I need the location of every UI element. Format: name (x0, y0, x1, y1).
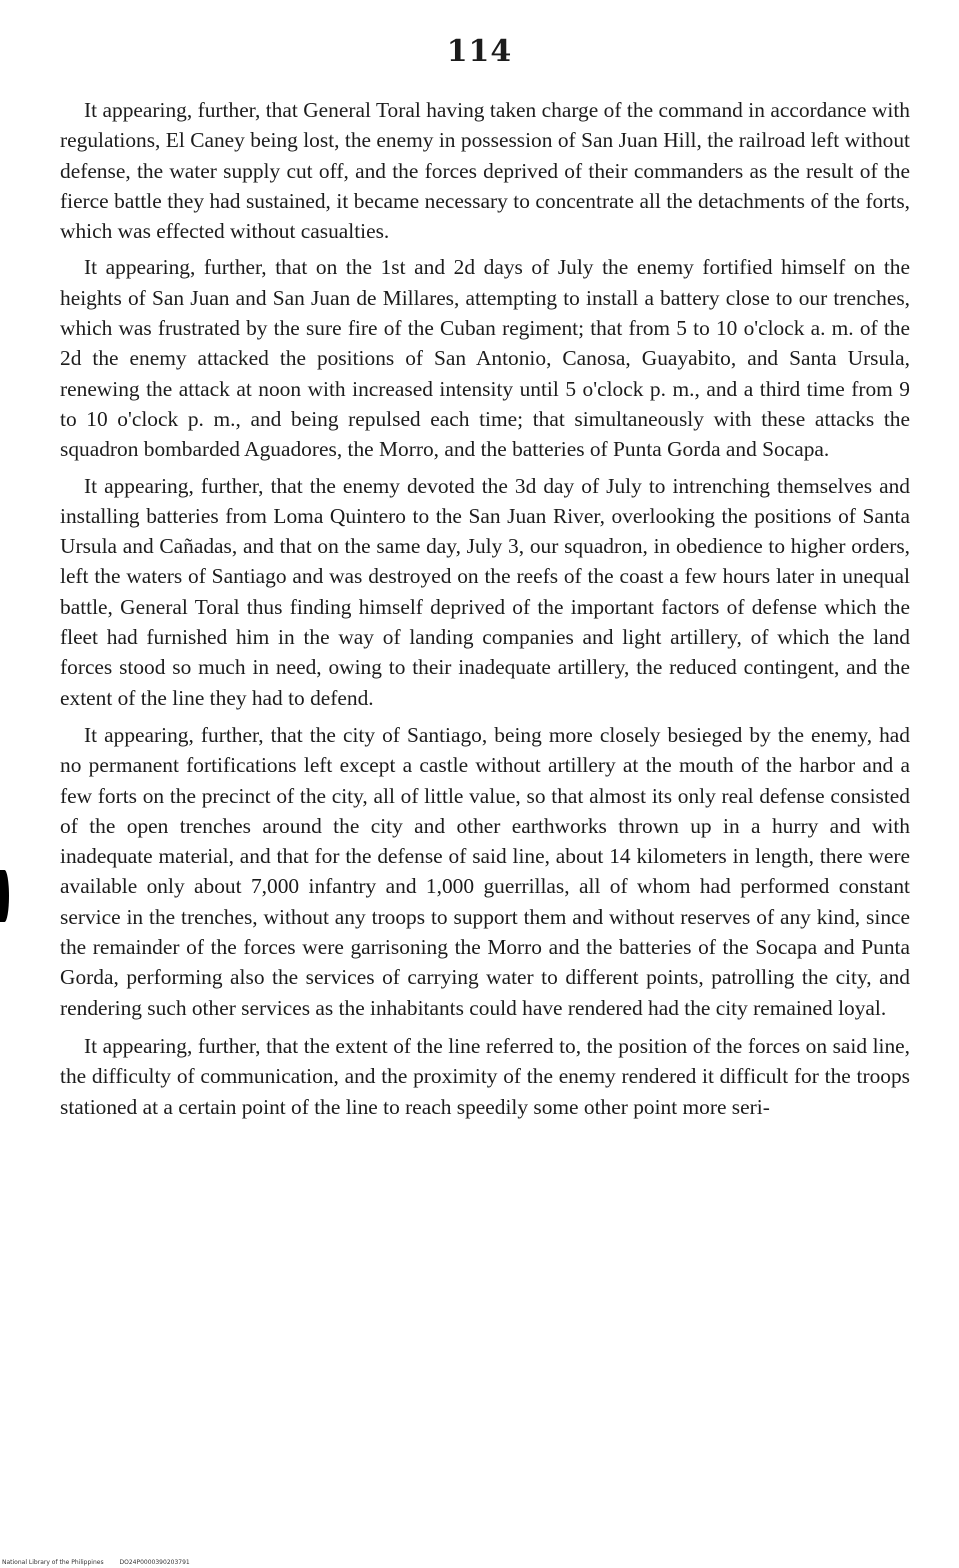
footer-library: National Library of the Philippines (2, 1559, 104, 1566)
paragraph-5: It appearing, further, that the extent of the line referred to, the position of the forces on said line, the difficulty of communication, and the proximity of the enemy rendered it difficult for the troops stationed at a certain point of the line to reach speedily some other point more seri- (60, 1033, 910, 1119)
paragraph-1: It appearing, further, that General Toral having taken charge of the command in accordance with regulations, El Caney being lost, the enemy in possession of San Juan Hill, the railroad left without defense, the water supply cut off, and the forces deprived of their commanders as the result of the fierce battle they had sustained, it became necessary to concentrate all the detachments of the forts, which was effected without casualties. (60, 98, 910, 244)
paragraph-3: It appearing, further, that the enemy devoted the 3d day of July to intrenching themselves and installing batteries from Loma Quintero to the San Juan River, overlooking the positions of Santa Ursula and Cañadas, and that on the same day, July 3, our squadron, in obedience to higher orders, left the waters of Santiago and was destroyed on the reefs of the coast a few hours later in unequal battle, General Toral thus finding himself deprived of the important factors of defense which the fleet had furnished him in the way of landing companies and light artillery, of which the land forces stood so much in need, owing to their inadequate artillery, the reduced contingent, and the extent of the line they had to defend. (60, 473, 910, 710)
scan-footer (2, 1559, 190, 1566)
ink-blot (0, 870, 9, 922)
page-number: 114 (446, 34, 513, 69)
footer-id: DO24P0000390203791 (119, 1559, 190, 1566)
paragraph-2: It appearing, further, that on the 1st and 2d days of July the enemy fortified himself on the heights of San Juan and San Juan de Millares, attempting to install a battery close to our trenches, which was frustrated by the sure fire of the Cuban regiment; that from 5 to 10 o'clock a. m. of the 2d the enemy attacked the positions of San Antonio, Canosa, Guayabito, and Santa Ursula, renewing the attack at noon with increased intensity until 5 o'clock p. m., and a third time from 9 to 10 o'clock p. m., and being repulsed each time; that simultaneously with these attacks the squadron bombarded Aguadores, the Morro, and the batteries of Punta Gorda and Socapa. (60, 255, 910, 462)
body-text (60, 95, 910, 1128)
paragraph-4: It appearing, further, that the city of Santiago, being more closely besieged by the enemy, had no permanent fortifications left except a castle without artillery at the mouth of the harbor and a few forts on the precinct of the city, all of little value, so that almost its only real defense consisted of the open trenches around the city and other earthworks thrown up in a hurry and with inadequate material, and that for the defense of said line, about 14 kilometers in length, there were available only about 7,000 infantry and 1,000 guerrillas, all of whom had performed constant service in the trenches, without any troops to support them and without reserves of any kind, since the remainder of the forces were garrisoning the Morro and the batteries of the Socapa and Punta Gorda, performing also the services of carrying water to different points, patrolling the city, and rendering such other services as the inhabitants could have rendered had the city remained loyal. (60, 722, 910, 1020)
